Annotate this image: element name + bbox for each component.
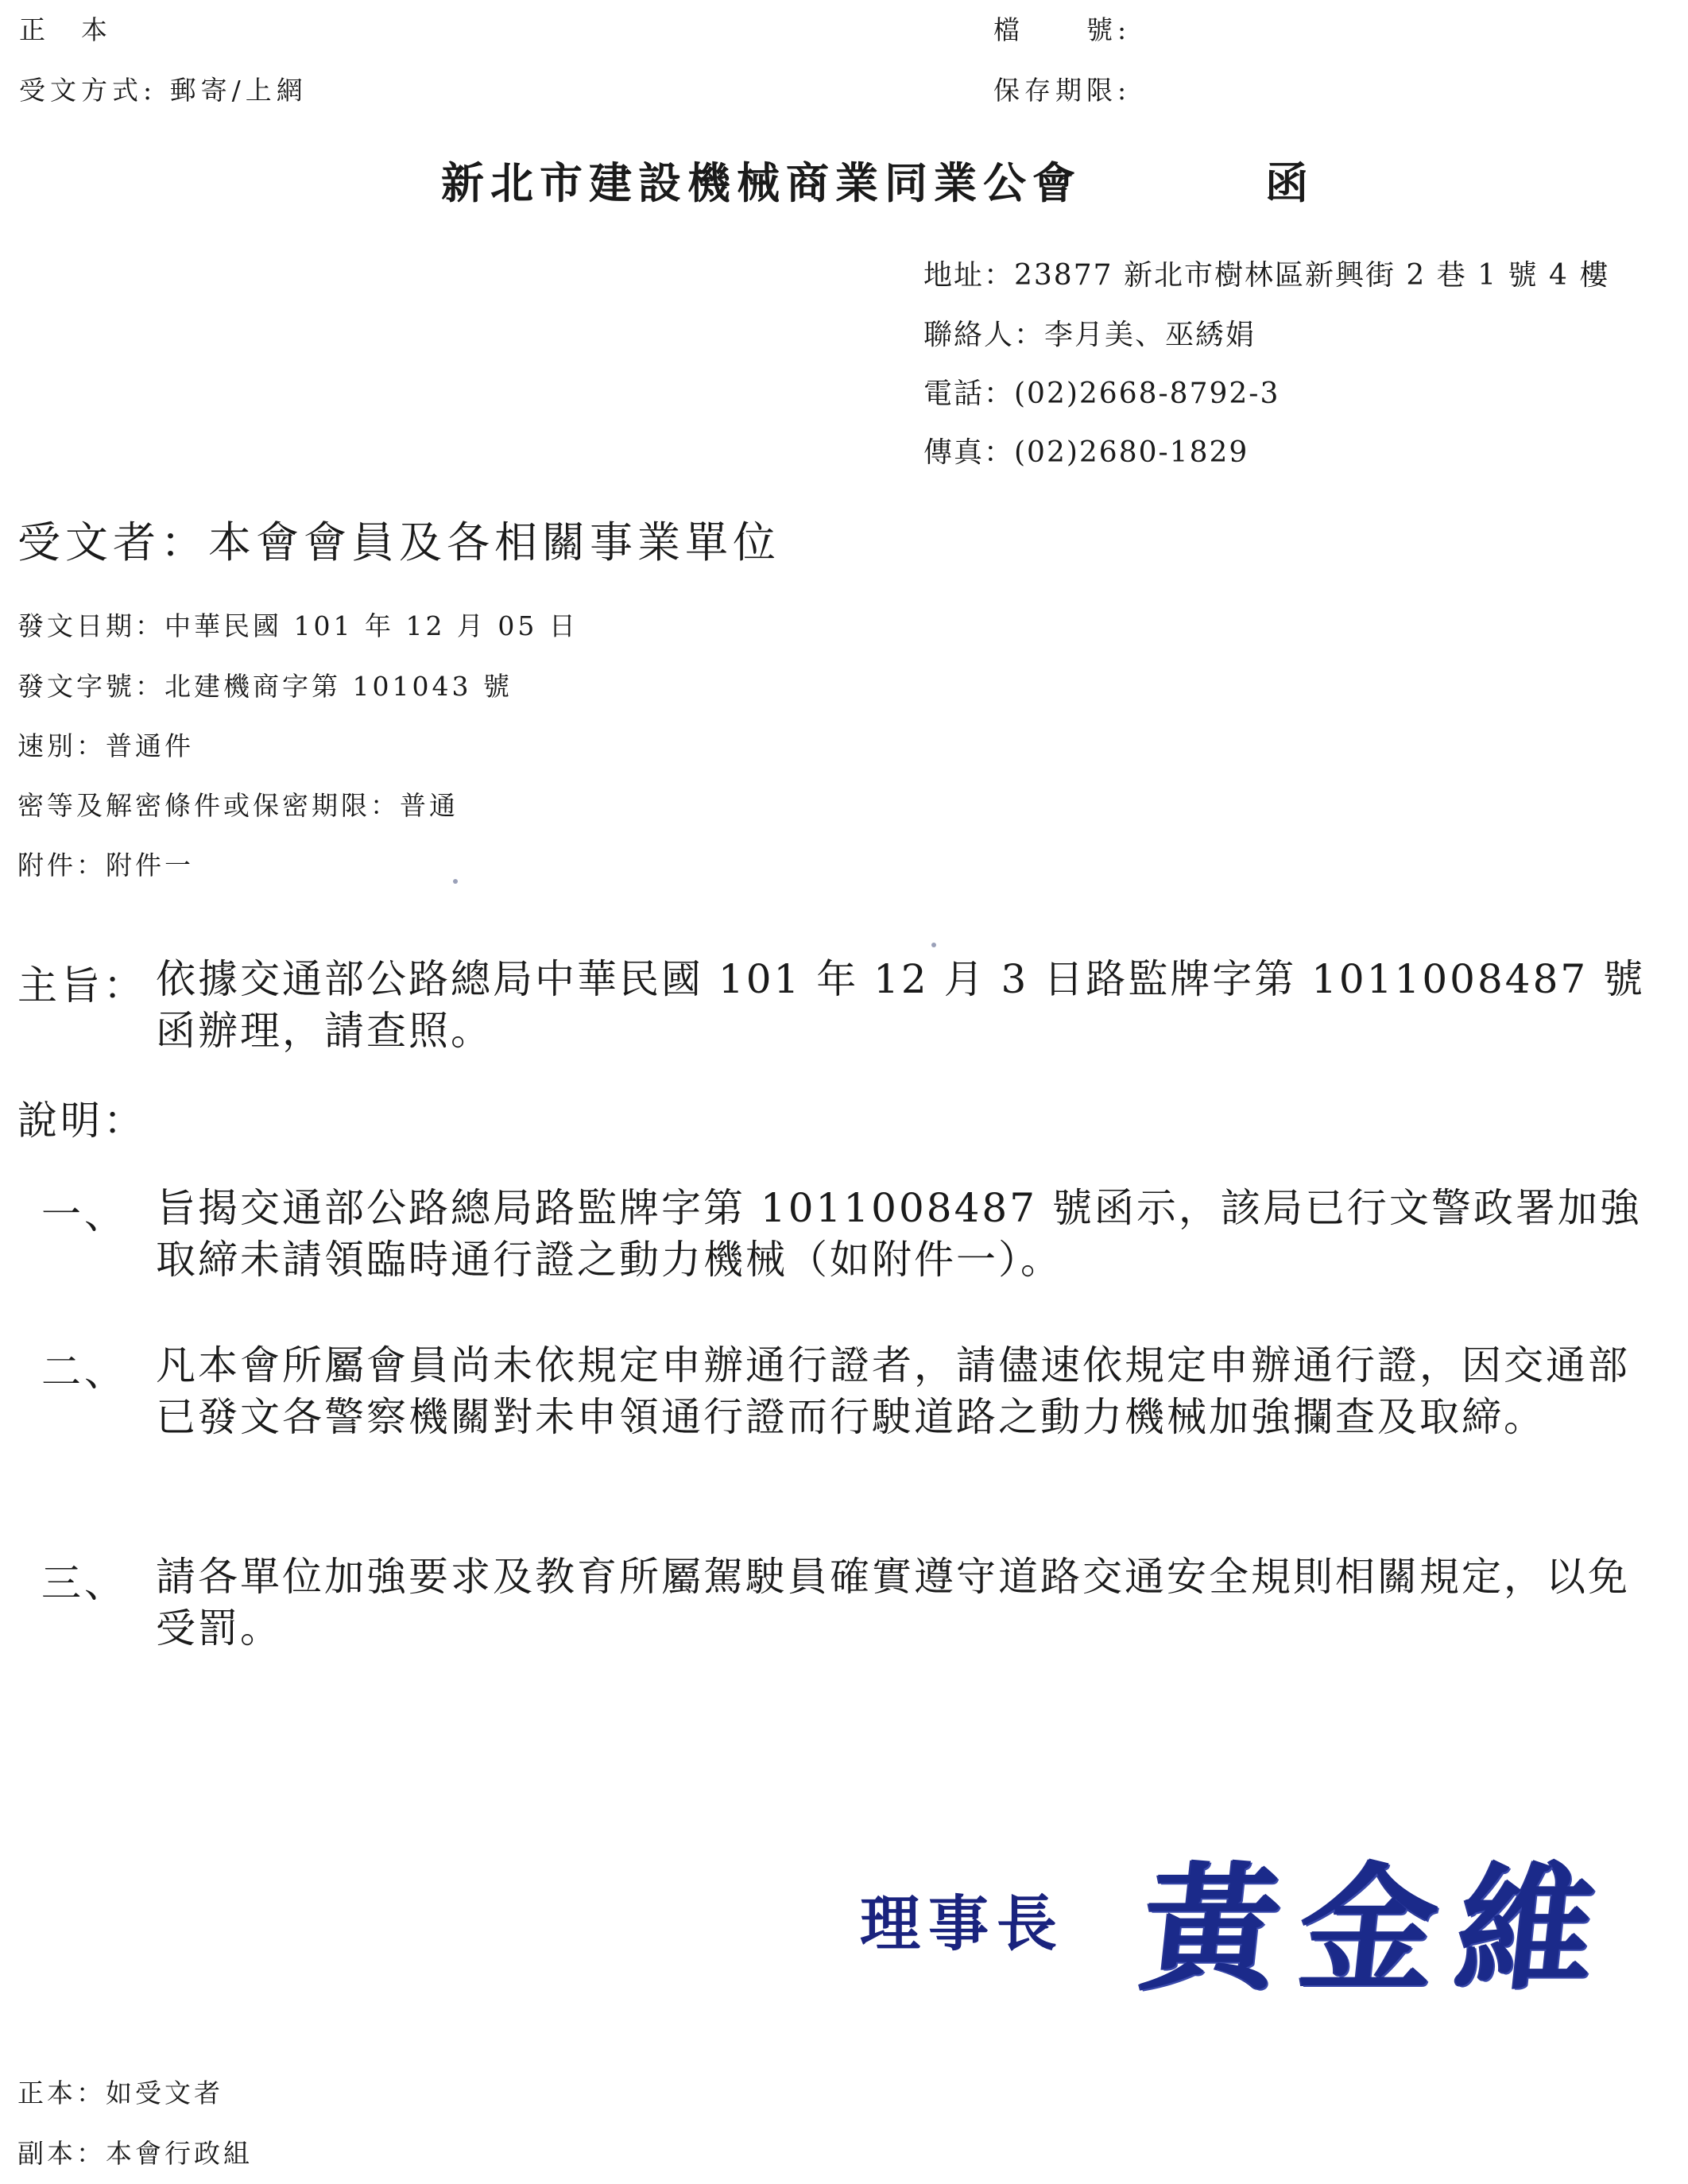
explanation-item-2: 凡本會所屬會員尚未依規定申辦通行證者，請儘速依規定申辦通行證，因交通部已發文各警察機關對未申領通行證而行駛道路之動力機械加強攔查及取締。 [156, 1342, 1630, 1440]
original-recipients: 正本：如受文者 [17, 2078, 223, 2108]
delivery-speed: 速別：普通件 [17, 730, 194, 761]
item-number: 二、 [41, 1349, 127, 1395]
retention-period-label: 保存期限: [993, 75, 1132, 106]
contact-person: 聯絡人：李月美、巫綉娟 [923, 319, 1256, 351]
signature-stamp: 黃金維 [1134, 1848, 1624, 2009]
scan-speck [453, 879, 458, 884]
recipient-line: 受文者：本會會員及各相關事業單位 [17, 517, 780, 567]
explanation-label: 說明： [17, 1098, 146, 1144]
contact-phone: 電話：(02)2668-8792-3 [923, 378, 1280, 410]
scan-speck [931, 943, 936, 947]
explanation-item-1: 旨揭交通部公路總局路監牌字第 1011008487 號函示，該局已行文警政署加強取締未請領臨時通行證之動力機械（如附件一）。 [156, 1185, 1642, 1283]
item-number: 三、 [41, 1560, 127, 1606]
document-type: 函 [1265, 157, 1314, 208]
file-number-label: 檔 號: [993, 14, 1132, 45]
contact-fax: 傳真：(02)2680-1829 [923, 436, 1249, 469]
secrecy-level: 密等及解密條件或保密期限：普通 [17, 790, 459, 821]
copy-recipients: 副本：本會行政組 [17, 2138, 253, 2169]
item-number: 一、 [41, 1191, 127, 1237]
receive-method: 受文方式: 郵寄/上網 [19, 75, 308, 106]
document-number: 發文字號：北建機商字第 101043 號 [17, 671, 513, 702]
issue-date: 發文日期：中華民國 101 年 12 月 05 日 [17, 610, 579, 641]
explanation-item-3: 請各單位加強要求及教育所屬駕駛員確實遵守道路交通安全規則相關規定，以免受罰。 [156, 1554, 1630, 1652]
signature-title: 理事長 [860, 1888, 1065, 1959]
subject-text: 依據交通部公路總局中華民國 101 年 12 月 3 日路監牌字第 1011008487 號函辦理，請查照。 [156, 956, 1646, 1054]
contact-address: 地址：23877 新北市樹林區新興街 2 巷 1 號 4 樓 [923, 259, 1610, 292]
attachment-line: 附件：附件一 [17, 850, 194, 881]
document-title: 新北市建設機械商業同業公會 [441, 157, 1082, 208]
subject-label: 主旨： [17, 962, 146, 1009]
copy-type-label: 正 本 [19, 14, 112, 45]
